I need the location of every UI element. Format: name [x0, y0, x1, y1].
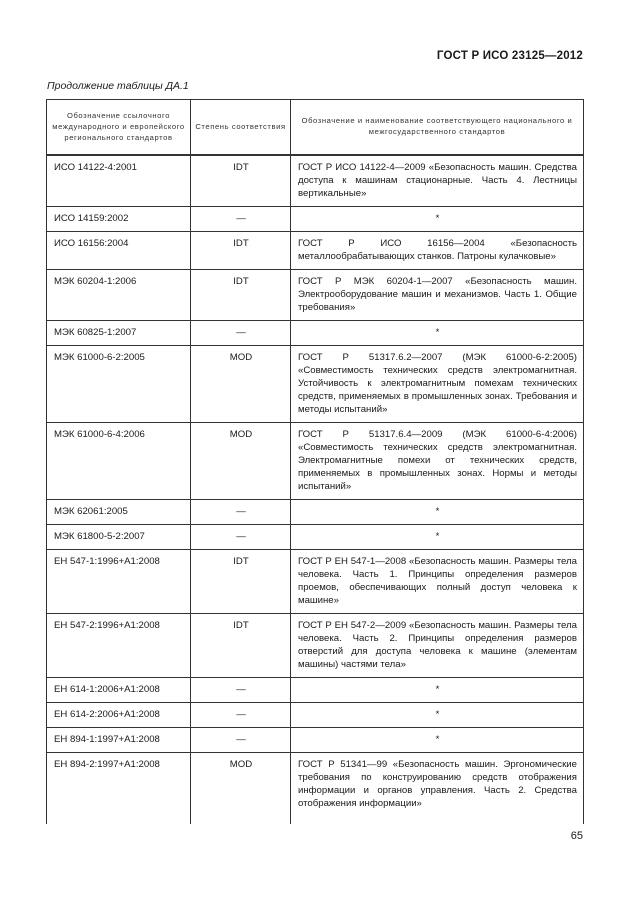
- table-row: [47, 422, 584, 499]
- cell-designation: МЭК 61000-6-4:2006: [47, 422, 191, 499]
- cell-standard: *: [291, 499, 584, 524]
- cell-designation: ЕН 614-1:2006+А1:2008: [47, 677, 191, 702]
- cell-standard: ГОСТ Р МЭК 60204-1—2007 «Безопасность машин. Электрооборудование машин и механизмов. Часть 1. Общие требования»: [291, 269, 584, 320]
- table-row: [47, 752, 584, 824]
- table-row: [47, 206, 584, 231]
- cell-designation: ЕН 547-1:1996+А1:2008: [47, 549, 191, 613]
- column-header-degree: Степень соответствия: [191, 100, 291, 155]
- cell-standard: *: [291, 702, 584, 727]
- cell-designation: ЕН 547-2:1996+А1:2008: [47, 613, 191, 677]
- column-header-standard: Обозначение и наименование соответствующего национального и межгосударственного стандартов: [291, 100, 584, 155]
- cell-degree: IDT: [191, 231, 291, 269]
- cell-designation: ЕН 894-1:1997+А1:2008: [47, 727, 191, 752]
- cell-degree: IDT: [191, 613, 291, 677]
- cell-degree: —: [191, 727, 291, 752]
- table-row: [47, 231, 584, 269]
- table-row: [47, 613, 584, 677]
- column-header-designation: Обозначение ссылочного международного и европейского регионального стандартов: [47, 100, 191, 155]
- cell-designation: МЭК 62061:2005: [47, 499, 191, 524]
- cell-designation: ИСО 16156:2004: [47, 231, 191, 269]
- cell-degree: MOD: [191, 422, 291, 499]
- cell-designation: МЭК 60825-1:2007: [47, 320, 191, 345]
- cell-degree: —: [191, 702, 291, 727]
- cell-standard: *: [291, 677, 584, 702]
- cell-standard: ГОСТ Р 51317.6.2—2007 (МЭК 61000-6-2:2005) «Совместимость технических средств электромагнитная. Устойчивость к электромагнитным помехам технических средств, применяемых в промышленных зонах. Требования и методы испытаний»: [291, 345, 584, 422]
- cell-standard: ГОСТ Р ИСО 14122-4—2009 «Безопасность машин. Средства доступа к машинам стационарные. Часть 4. Лестницы вертикальные»: [291, 155, 584, 207]
- cell-standard: *: [291, 524, 584, 549]
- cell-designation: ЕН 614-2:2006+А1:2008: [47, 702, 191, 727]
- page-number: 65: [570, 830, 583, 842]
- standards-table: [46, 99, 584, 824]
- cell-degree: —: [191, 206, 291, 231]
- cell-degree: IDT: [191, 269, 291, 320]
- document-header: ГОСТ Р ИСО 23125—2012: [436, 50, 583, 62]
- cell-designation: МЭК 60204-1:2006: [47, 269, 191, 320]
- table-row: [47, 499, 584, 524]
- cell-degree: —: [191, 677, 291, 702]
- table-row: [47, 727, 584, 752]
- cell-standard: ГОСТ Р ЕН 547-1—2008 «Безопасность машин. Размеры тела человека. Часть 1. Принципы определения размеров проемов, обеспечивающих полный доступ человека к машине»: [291, 549, 584, 613]
- cell-standard: ГОСТ Р 51317.6.4—2009 (МЭК 61000-6-4:2006) «Совместимость технических средств электромагнитная. Электромагнитные помехи от технических средств, применяемых в промышленных зонах. Нормы и методы испытаний»: [291, 422, 584, 499]
- cell-standard: *: [291, 727, 584, 752]
- table-row: [47, 345, 584, 422]
- cell-designation: ЕН 894-2:1997+А1:2008: [47, 752, 191, 824]
- cell-designation: МЭК 61800-5-2:2007: [47, 524, 191, 549]
- cell-standard: *: [291, 206, 584, 231]
- cell-designation: ИСО 14122-4:2001: [47, 155, 191, 207]
- table-row: [47, 524, 584, 549]
- table-row: [47, 155, 584, 207]
- cell-standard: ГОСТ Р ЕН 547-2—2009 «Безопасность машин. Размеры тела человека. Часть 2. Принципы определения размеров отверстий для доступа человека к машине (элементам машины) частями тела»: [291, 613, 584, 677]
- table-row: [47, 677, 584, 702]
- cell-standard: ГОСТ Р ИСО 16156—2004 «Безопасность металлообрабатывающих станков. Патроны кулачковые»: [291, 231, 584, 269]
- cell-degree: —: [191, 524, 291, 549]
- cell-degree: MOD: [191, 345, 291, 422]
- cell-designation: МЭК 61000-6-2:2005: [47, 345, 191, 422]
- cell-designation: ИСО 14159:2002: [47, 206, 191, 231]
- cell-standard: *: [291, 320, 584, 345]
- cell-standard: ГОСТ Р 51341—99 «Безопасность машин. Эргономические требования по конструированию средств отображения информации и органов управления. Часть 2. Средства отображения информации»: [291, 752, 584, 824]
- cell-degree: —: [191, 320, 291, 345]
- cell-degree: IDT: [191, 155, 291, 207]
- table-header-row: [47, 100, 584, 155]
- cell-degree: MOD: [191, 752, 291, 824]
- table-row: [47, 320, 584, 345]
- table-row: [47, 269, 584, 320]
- table-row: [47, 549, 584, 613]
- table-row: [47, 702, 584, 727]
- cell-degree: —: [191, 499, 291, 524]
- cell-degree: IDT: [191, 549, 291, 613]
- table-caption: Продолжение таблицы ДА.1: [47, 80, 189, 92]
